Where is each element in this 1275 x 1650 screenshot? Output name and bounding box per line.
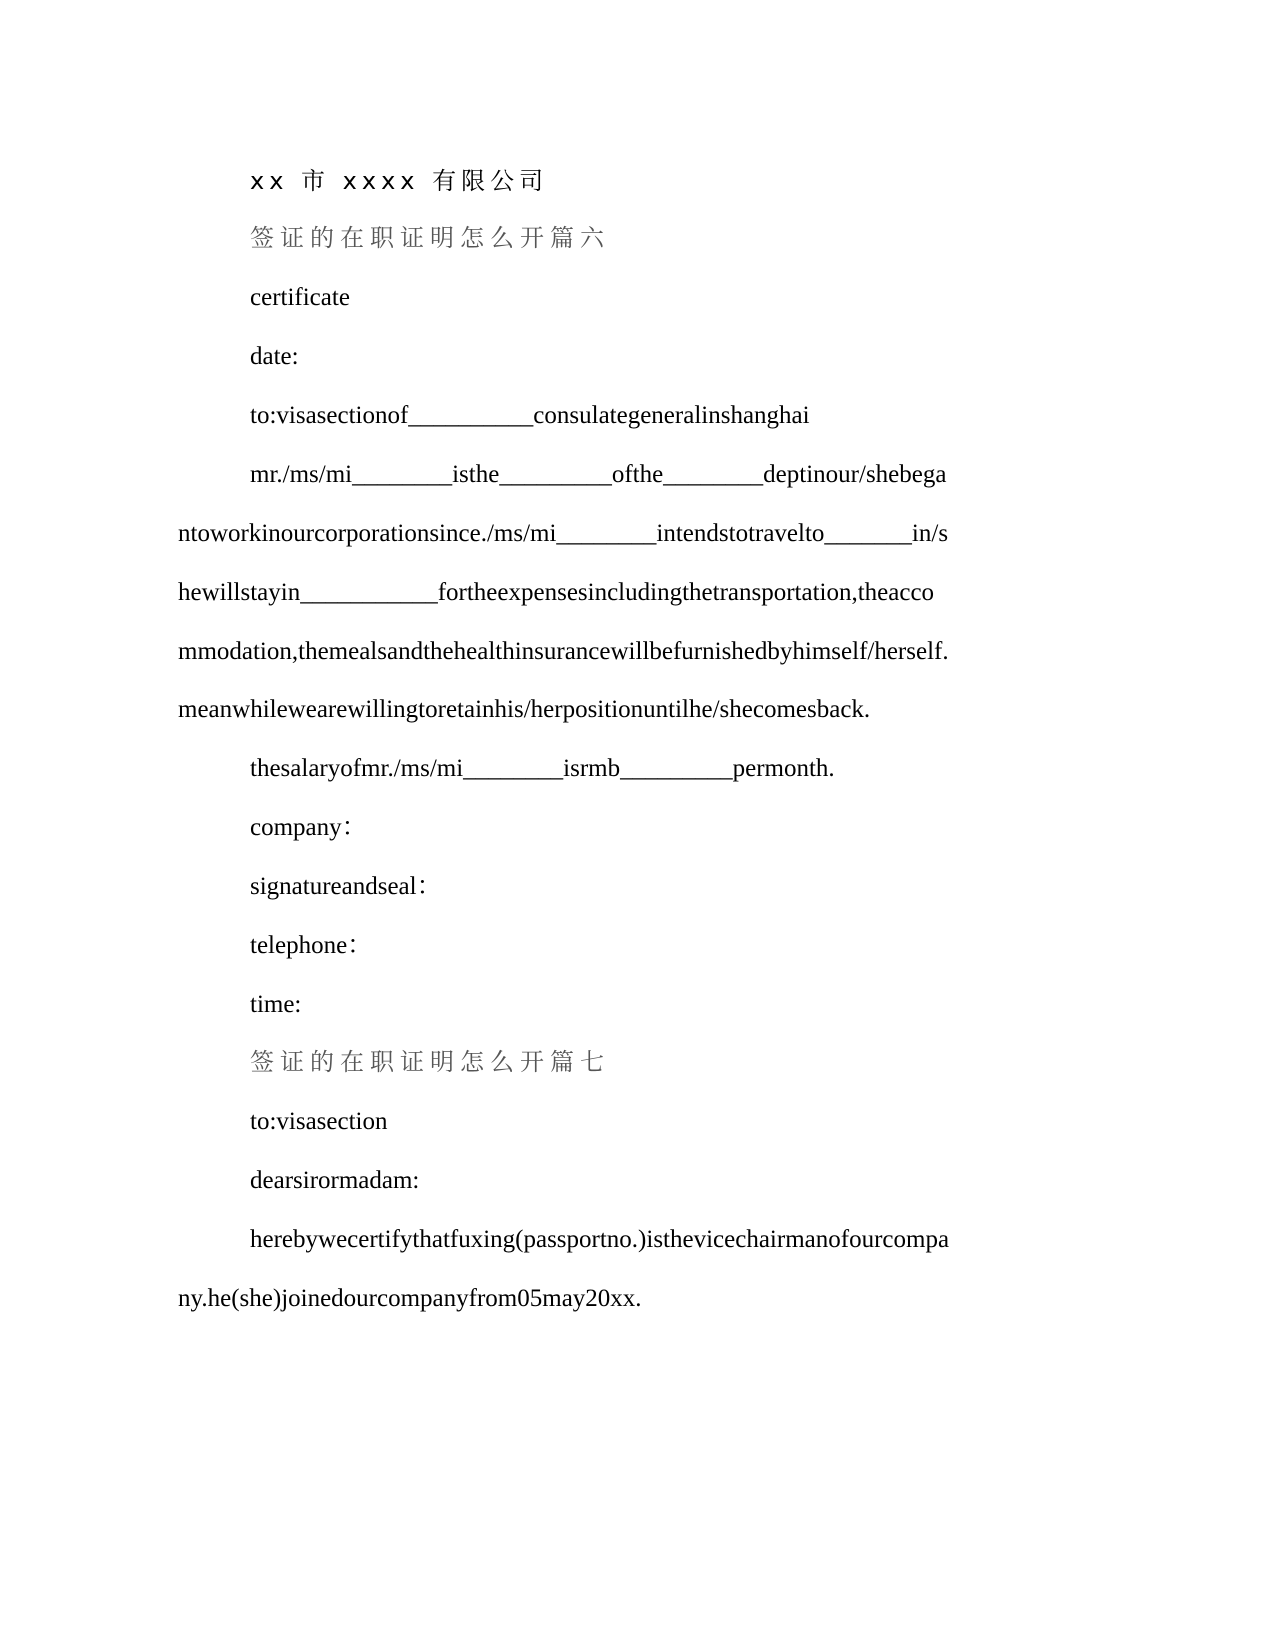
time-label: time:	[250, 991, 302, 1018]
recipient-line: to:visasectionof__________consulategeneralinshanghai	[250, 402, 810, 429]
salutation-line: dearsirormadam:	[250, 1167, 420, 1194]
body-line: meanwhilewearewillingtoretainhis/herpositionuntilhe/shecomesback.	[178, 696, 871, 723]
body-line: herebywecertifythatfuxing(passportno.)isthevicechairmanofourcompa	[250, 1226, 950, 1253]
body-line: mmodation,themealsandthehealthinsurancewillbefurnishedbyhimself/herself.	[178, 638, 949, 665]
salary-line: thesalaryofmr./ms/mi________isrmb_________permonth.	[250, 755, 835, 782]
body-line: ntoworkinourcorporationsince./ms/mi________intendstotravelto_______in/s	[178, 520, 949, 547]
telephone-label: telephone：	[250, 932, 373, 959]
body-line: mr./ms/mi________isthe_________ofthe________deptinour/shebega	[250, 461, 947, 488]
certificate-title: certificate	[250, 284, 350, 311]
signature-seal-label: signatureandseal：	[250, 873, 442, 900]
date-label: date:	[250, 343, 299, 370]
company-label: company：	[250, 814, 367, 841]
recipient-line: to:visasection	[250, 1108, 388, 1135]
section-six-heading: 签证的在职证明怎么开篇六	[250, 224, 610, 252]
body-line: ny.he(she)joinedourcompanyfrom05may20xx.	[178, 1285, 642, 1312]
company-name-line: xx 市 xxxx 有限公司	[250, 167, 549, 195]
section-seven-heading: 签证的在职证明怎么开篇七	[250, 1048, 610, 1076]
body-line: hewillstayin___________fortheexpensesincludingthetransportation,theacco	[178, 579, 935, 606]
